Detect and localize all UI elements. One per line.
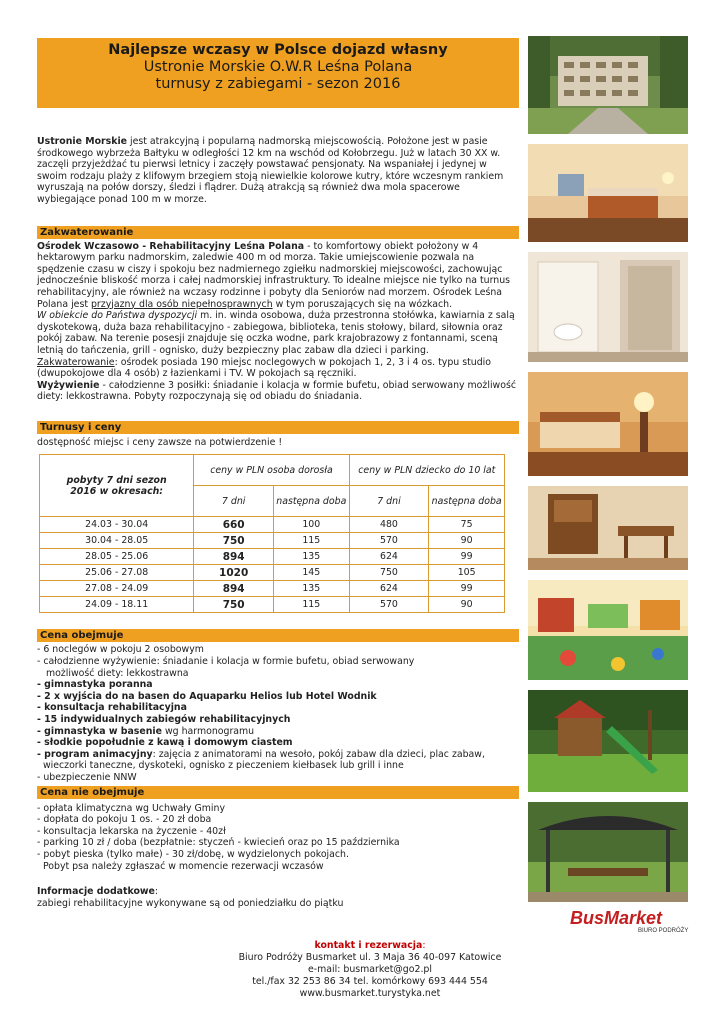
extra-info-text: zabiegi rehabilitacyjne wykonywane są od poniedziałku do piątku — [37, 897, 344, 909]
section-excludes: Cena nie obejmuje — [37, 786, 519, 799]
intro-paragraph — [37, 136, 519, 206]
list-item: - 2 x wyjścia do na basen do Aquaparku Helios lub Hotel Wodnik — [37, 690, 377, 702]
main-column — [37, 38, 519, 909]
list-item: - gimnastyka poranna — [37, 679, 153, 691]
adult-next-cell: 100 — [273, 517, 349, 533]
adult-next-cell: 135 — [273, 581, 349, 597]
extra-info-title: Informacje dodatkowe — [37, 886, 155, 898]
adult-next-cell: 115 — [273, 597, 349, 613]
bathroom-photo — [528, 252, 688, 362]
playground-photo — [528, 690, 688, 792]
includes-list — [37, 644, 519, 783]
adult-7-cell: 1020 — [194, 565, 274, 581]
accommodation-p1-end: w tym poruszających się na wózkach. — [272, 298, 453, 310]
child-next-cell: 99 — [429, 581, 505, 597]
period-cell: 25.06 - 27.08 — [40, 565, 194, 581]
child-next-cell: 90 — [429, 597, 505, 613]
svg-text:BusMarket: BusMarket — [570, 908, 663, 928]
list-item: - konsultacja rehabilitacyjna — [37, 702, 187, 714]
list-item: - ubezpieczenie NNW — [37, 772, 137, 783]
list-item: - pobyt pieska (tylko małe) - 30 zł/dobę, w wydzielonych pokojach. — [37, 848, 349, 860]
accommodation-body — [37, 241, 519, 403]
resort-name: Ośrodek Wczasowo - Rehabilitacyjny Leśna Polana — [37, 240, 305, 252]
intro-bold: Ustronie Morskie — [37, 136, 128, 147]
building-exterior-photo — [528, 36, 688, 134]
meals-label: Wyżywienie — [37, 379, 100, 391]
adult-7-cell: 660 — [194, 517, 274, 533]
period-cell: 24.03 - 30.04 — [40, 517, 194, 533]
adult-7-header: 7 dni — [194, 486, 274, 517]
price-table-corner: pobyty 7 dni sezon 2016 w okresach: — [40, 455, 194, 517]
bedroom-photo — [528, 144, 688, 242]
period-cell: 24.09 - 18.11 — [40, 597, 194, 613]
busmarket-logo — [568, 906, 692, 934]
contact-title: kontakt i rezerwacja — [314, 940, 423, 951]
adult-7-cell: 750 — [194, 533, 274, 549]
lodging-text: : ośrodek posiada 190 miejsc noclegowych w pokojach 1, 2, 3 i 4 os. typu studio (dwupokojowe dla 4 osób) z łazienkami i TV. W pokojach są ręczniki. — [37, 356, 492, 380]
studio-room-photo — [528, 372, 688, 476]
svg-text:BIURO PODRÓŻY: BIURO PODRÓŻY — [638, 928, 689, 934]
list-item: - słodkie popołudnie z kawą i domowym ciastem — [37, 737, 293, 749]
accommodation-p1-text: - to komfortowy obiekt położony w 4 hektarowym parku nadmorskim, zaledwie 400 m od morza. Takie umiejscowienie pozwala na spędzenie czasu w ciszy i spokoju bez nadmiernego zgiełku nadmorskiej miejscowości, zachowując jednocześnie bliskość morza i całej nadmorskiej infrastruktury. To idealne miejsce nie tylko na turnus rehabilitacyjny, ale również na wczasy rodzinne i pobyty dla Seniorów nad morzem. Ośrodek Leśna Polana jest — [37, 240, 511, 310]
adult-7-cell: 894 — [194, 581, 274, 597]
list-item: wieczorki taneczne, dyskoteki, ognisko z pieczeniem kiełbasek lub grill i inne — [37, 760, 404, 772]
list-item: - dopłata do pokoju 1 os. - 20 zł doba — [37, 814, 212, 826]
table-row — [40, 549, 505, 565]
page-subtitle: Ustronie Morskie O.W.R Leśna Polana — [143, 59, 413, 75]
accommodation-p1 — [37, 241, 519, 311]
adult-next-cell: 145 — [273, 565, 349, 581]
adult-price-header: ceny w PLN osoba dorosła — [194, 455, 349, 486]
list-item: - gimnastyka w basenie wg harmonogramu — [37, 725, 255, 737]
adult-next-cell: 135 — [273, 549, 349, 565]
accommodation-p4 — [37, 380, 519, 403]
child-7-cell: 570 — [349, 597, 429, 613]
adult-next-header: następna doba — [273, 486, 349, 517]
facilities-intro: W obiekcie do Państwa dyspozycji — [37, 310, 198, 322]
price-table — [39, 454, 505, 613]
table-row — [40, 533, 505, 549]
table-row — [40, 517, 505, 533]
photo-column — [528, 36, 688, 912]
page-season: turnusy z zabiegami - sezon 2016 — [155, 76, 401, 92]
child-7-cell: 570 — [349, 533, 429, 549]
accessibility-link[interactable]: przyjazny dla osób niepełnosprawnych — [90, 298, 273, 310]
contact-heading — [180, 940, 560, 952]
child-next-cell: 99 — [429, 549, 505, 565]
contact-website[interactable]: www.busmarket.turystyka.net — [299, 988, 441, 999]
lodging-label: Zakwaterowanie — [37, 356, 115, 368]
child-7-cell: 624 — [349, 581, 429, 597]
list-item: możliwość diety: lekkostrawna — [37, 667, 189, 679]
page-title: Najlepsze wczasy w Polsce dojazd własny — [108, 42, 448, 58]
contact-address: Biuro Podróży Busmarket ul. 3 Maja 36 40-097 Katowice — [238, 952, 502, 963]
extra-info-colon: : — [154, 886, 159, 898]
gazebo-photo — [528, 802, 688, 902]
table-row — [40, 565, 505, 581]
table-row — [40, 597, 505, 613]
accommodation-p2 — [37, 310, 519, 356]
section-turnusy: Turnusy i ceny — [37, 421, 519, 434]
facilities-text: m. in. winda osobowa, duża przestronna stołówka, kawiarnia z salą dyskotekową, duża baza rehabilitacyjno - zabiegowa, biblioteka, tenis stołowy, bilard, siłownia oraz pokój zabaw. Na terenie posesji znajduje się oczka wodne, park krajobrazowy z fontannami, sceną letnią do tańczenia, grill - ognisko, duży bezpieczny plac zabaw dla dzieci i parking. — [37, 310, 515, 356]
excludes-list — [37, 803, 519, 873]
list-item: - 15 indywidualnych zabiegów rehabilitacyjnych — [37, 714, 291, 726]
child-next-header: następna doba — [429, 486, 505, 517]
period-cell: 27.08 - 24.09 — [40, 581, 194, 597]
contact-colon: : — [422, 940, 426, 951]
adult-7-cell: 894 — [194, 549, 274, 565]
child-7-cell: 624 — [349, 549, 429, 565]
child-7-header: 7 dni — [349, 486, 429, 517]
child-next-cell: 90 — [429, 533, 505, 549]
dining-furniture-photo — [528, 486, 688, 570]
child-7-cell: 750 — [349, 565, 429, 581]
child-next-cell: 75 — [429, 517, 505, 533]
playroom-photo — [528, 580, 688, 680]
list-item: - program animacyjny: zajęcia z animatorami na wesoło, pokój zabaw dla dzieci, plac zabaw, — [37, 748, 485, 760]
section-accommodation: Zakwaterowanie — [37, 226, 519, 239]
period-cell: 28.05 - 25.06 — [40, 549, 194, 565]
extra-info-heading — [37, 886, 519, 898]
intro-text: jest atrakcyjną i popularną nadmorską miejscowością. Położone jest w pasie środkowego wybrzeża Bałtyku w odległości 12 km na wschód od Kołobrzegu. Już w latach 30 XX w. zaczęli przyjeżdżać tu pierwsi letnicy i zaczęły powstawać pensjonaty. Na wspaniałej i jedynej w swoim rodzaju plaży z klifowym brzegiem stoją niewielkie kolorowe kutry, które wczesnym rankiem wyruszają na połów dorszy, śledzi i flądrer. Dużą atrakcją są również dwa mola spacerowe wybiegające ponad 100 m w morze. — [37, 136, 504, 205]
list-item: - 6 noclegów w pokoju 2 osobowym — [37, 644, 204, 656]
child-7-cell: 480 — [349, 517, 429, 533]
list-item: - opłata klimatyczna wg Uchwały Gminy — [37, 802, 225, 814]
child-price-header: ceny w PLN dziecko do 10 lat — [349, 455, 504, 486]
accommodation-p3 — [37, 357, 519, 380]
list-item: - konsultacja lekarska na życzenie - 40zł — [37, 825, 226, 837]
contact-footer — [180, 940, 560, 1000]
contact-email[interactable]: e-mail: busmarket@go2.pl — [308, 964, 432, 975]
list-item: - parking 10 zł / doba (bezpłatnie: styczeń - kwiecień oraz po 15 października — [37, 837, 400, 849]
period-cell: 30.04 - 28.05 — [40, 533, 194, 549]
meals-text: - całodzienne 3 posiłki: śniadanie i kolacja w formie bufetu, obiad serwowany możliwość diety: lekkostrawna. Pobyty rozpoczynają się od obiadu do śniadania. — [37, 379, 516, 403]
adult-7-cell: 750 — [194, 597, 274, 613]
child-next-cell: 105 — [429, 565, 505, 581]
list-item: Pobyt psa należy zgłaszać w momencie rezerwacji wczasów — [37, 860, 324, 872]
availability-note: dostępność miejsc i ceny zawsze na potwierdzenie ! — [37, 436, 283, 448]
adult-next-cell: 115 — [273, 533, 349, 549]
title-banner — [37, 38, 519, 108]
table-row — [40, 581, 505, 597]
section-includes: Cena obejmuje — [37, 629, 519, 642]
list-item: - całodzienne wyżywienie: śniadanie i kolacja w formie bufetu, obiad serwowany — [37, 656, 415, 668]
contact-phone: tel./fax 32 253 86 34 tel. komórkowy 693 444 554 — [252, 976, 488, 987]
